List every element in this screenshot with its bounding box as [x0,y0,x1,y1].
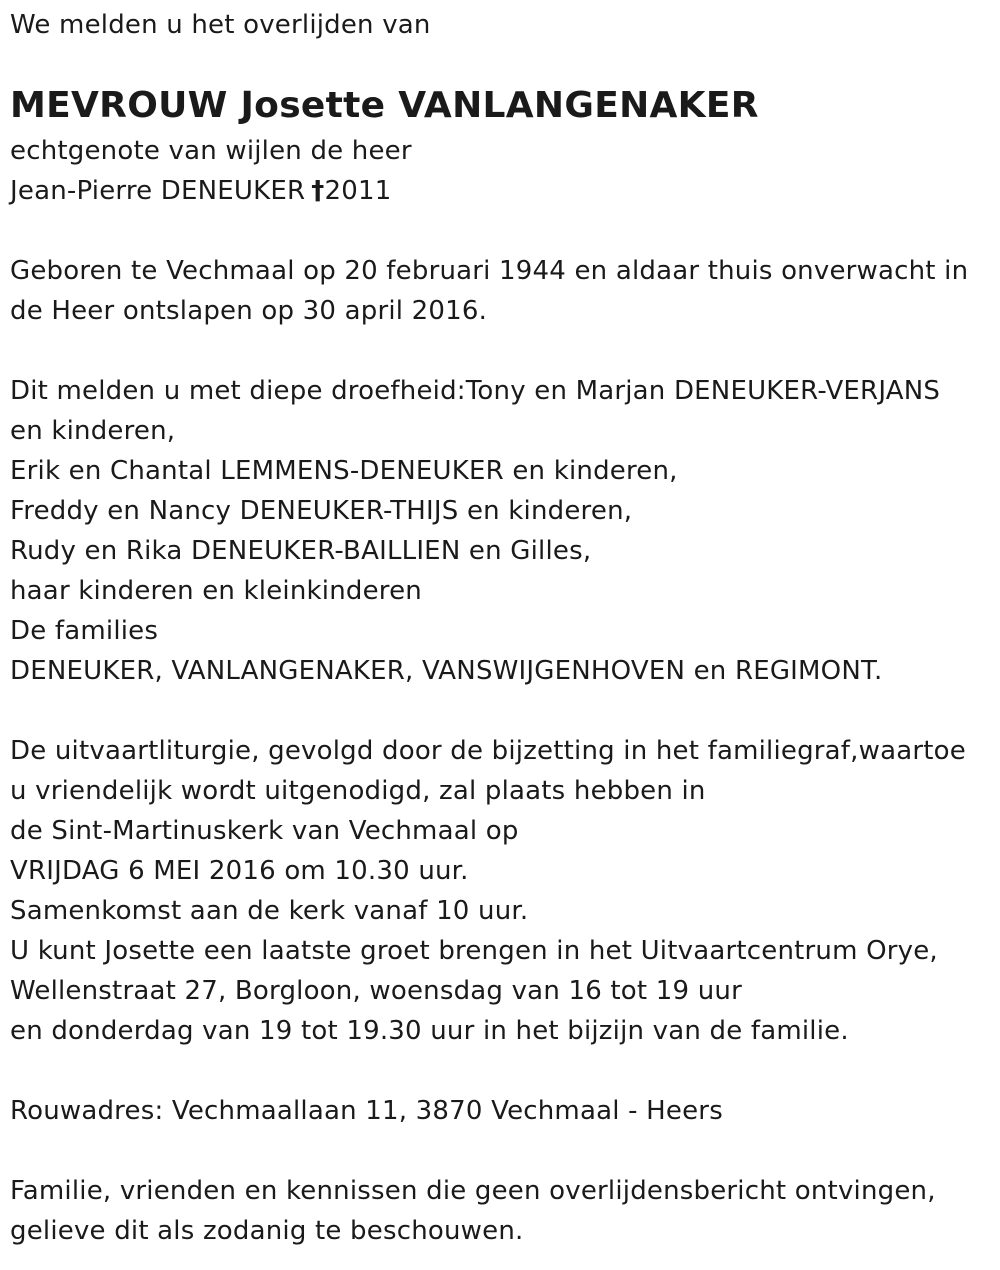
family-line: en kinderen, [10,416,176,446]
spouse-name-line [10,171,990,211]
family-line: Freddy en Nancy DENEUKER-THIJS en kinderen, [10,496,633,526]
spacer [10,211,990,251]
funeral-line: VRIJDAG 6 MEI 2016 om 10.30 uur. [10,856,469,886]
funeral-line: Samenkomst aan de kerk vanaf 10 uur. [10,896,529,926]
closing-line: Familie, vrienden en kennissen die geen overlijdensbericht ontvingen, [10,1176,936,1206]
spacer [10,1051,990,1091]
birth-death-line: de Heer ontslapen op 30 april 2016. [10,296,488,326]
family-line: De families [10,616,159,646]
closing-line: gelieve dit als zodanig te beschouwen. [10,1216,524,1246]
funeral-line: u vriendelijk wordt uitgenodigd, zal plaats hebben in [10,776,706,806]
spacer [10,1131,990,1171]
funeral-line: De uitvaartliturgie, gevolgd door de bijzetting in het familiegraf,waartoe [10,736,966,766]
obituary-notice [10,0,990,1251]
spacer [10,331,990,371]
funeral-line: de Sint-Martinuskerk van Vechmaal op [10,816,519,846]
deceased-name: MEVROUW Josette VANLANGENAKER [10,85,759,126]
intro-text: We melden u het overlijden van [10,10,431,40]
cross-icon: † [311,176,325,206]
birth-death-line: Geboren te Vechmaal op 20 februari 1944 en aldaar thuis onverwacht in [10,256,969,286]
spouse-death-year: 2011 [324,176,392,206]
family-line: haar kinderen en kleinkinderen [10,576,422,606]
funeral-line: U kunt Josette een laatste groet brengen in het Uitvaartcentrum Orye, [10,936,938,966]
spacer [10,691,990,731]
family-line: Rudy en Rika DENEUKER-BAILLIEN en Gilles, [10,536,592,566]
family-line: Dit melden u met diepe droefheid:Tony en Marjan DENEUKER-VERJANS [10,376,941,406]
funeral-line: en donderdag van 19 tot 19.30 uur in het bijzijn van de familie. [10,1016,849,1046]
family-line: Erik en Chantal LEMMENS-DENEUKER en kinderen, [10,456,678,486]
family-line: DENEUKER, VANLANGENAKER, VANSWIJGENHOVEN en REGIMONT. [10,656,883,686]
mourning-address: Rouwadres: Vechmaallaan 11, 3870 Vechmaal - Heers [10,1096,723,1126]
spouse-line: echtgenote van wijlen de heer [10,136,412,166]
spouse-name: Jean-Pierre DENEUKER [10,176,306,206]
funeral-line: Wellenstraat 27, Borgloon, woensdag van 16 tot 19 uur [10,976,742,1006]
